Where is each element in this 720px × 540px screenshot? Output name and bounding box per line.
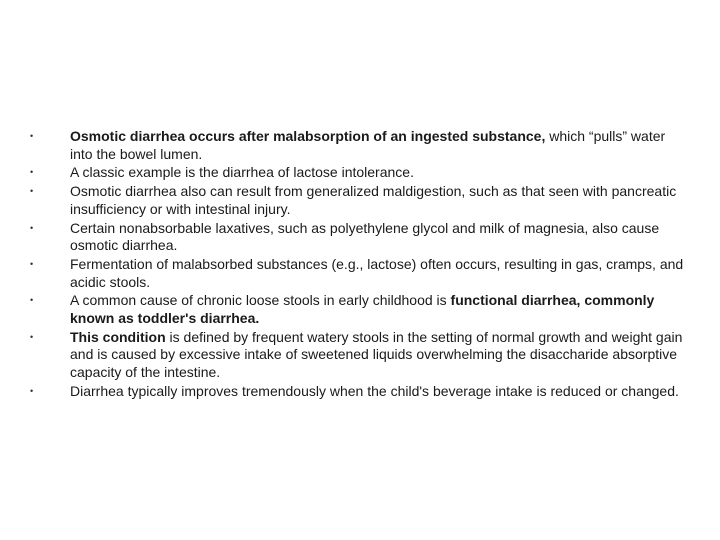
bullet-text [70, 183, 690, 218]
bullet-text [70, 292, 690, 327]
bullet-text-body: A common cause of chronic loose stools in early childhood is [70, 292, 451, 309]
bullet-text-body: Certain nonabsorbable laxatives, such as polyethylene glycol and milk of magnesia, also cause osmotic diarrhea. [70, 219, 660, 254]
bullet-text-bold: This condition [70, 328, 166, 345]
bullet-text-body: A classic example is the diarrhea of lactose intolerance. [70, 164, 414, 181]
bullet-text [70, 128, 690, 163]
bullet-icon: • [30, 331, 34, 342]
bullet-icon: • [30, 167, 34, 178]
bullet-text-body: which “pulls” water into the bowel lumen. [70, 128, 666, 162]
list-item [30, 292, 690, 327]
bullet-text-body: is defined by frequent watery stools in the setting of normal growth and weight gain and is caused by excessive intake of sweetened liquids overwhelming the disaccharide absorptive capacity of the intestine. [70, 328, 683, 381]
bullet-text-body: Osmotic diarrhea also can result from generalized maldigestion, such as that seen with pancreatic insufficiency or with intestinal injury. [70, 183, 677, 217]
list-item [30, 220, 690, 255]
list-item [30, 329, 690, 382]
list-item [30, 183, 690, 218]
bullet-text-body: Diarrhea typically improves tremendously when the child's beverage intake is reduced or changed. [70, 382, 679, 399]
bullet-text-bold: Osmotic diarrhea occurs after malabsorption of an ingested substance, [70, 128, 546, 144]
bullet-icon: • [30, 258, 34, 269]
bullet-text [70, 329, 690, 382]
bullet-text-body: Fermentation of malabsorbed substances (e.g., lactose) often occurs, resulting in gas, cramps, and acidic stools. [70, 255, 684, 290]
bullet-icon: • [30, 295, 34, 306]
bullet-text-bold: functional diarrhea, commonly known as toddler's diarrhea. [70, 292, 655, 327]
list-item [30, 256, 690, 291]
bullet-text [70, 220, 690, 255]
bullet-text [70, 256, 690, 291]
bullet-icon: • [30, 222, 34, 233]
bullet-icon: • [30, 385, 34, 396]
bullet-list [30, 128, 690, 402]
bullet-text [70, 164, 690, 182]
bullet-icon: • [30, 186, 34, 197]
list-item [30, 383, 690, 401]
list-item [30, 128, 690, 163]
bullet-icon: • [30, 131, 34, 141]
list-item [30, 164, 690, 182]
bullet-text [70, 383, 690, 401]
